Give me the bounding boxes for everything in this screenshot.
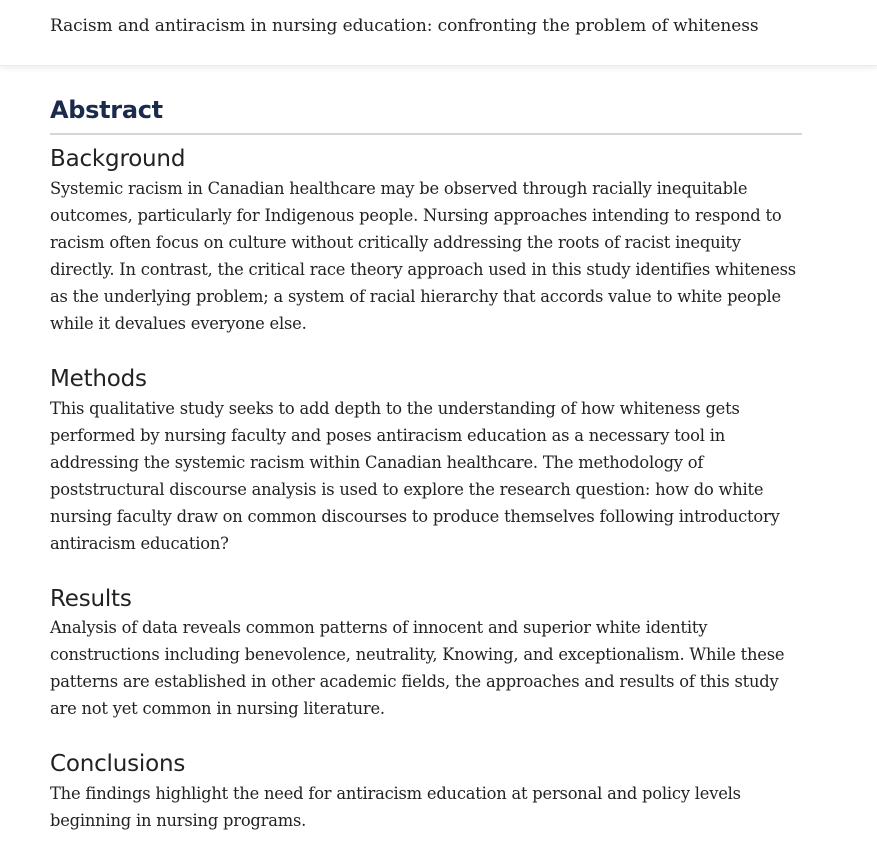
abstract-section-background [50,145,802,337]
section-text-background: Systemic racism in Canadian healthcare may be observed through racially inequitable outcomes, particularly for Indigenous people. Nursing approaches intending to respond to racism often focus on culture without critically addressing the roots of racist inequity directly. In contrast, the critical race theory approach used in this study identifies whiteness as the underlying problem; a system of racial hierarchy that accords value to white people while it devalues everyone else. [50,178,796,333]
section-heading-methods: Methods [50,365,147,392]
abstract-section-conclusions [50,750,802,834]
section-heading-results: Results [50,585,132,612]
abstract-container [50,96,802,834]
section-text-methods: This qualitative study seeks to add depth to the understanding of how whiteness gets performed by nursing faculty and poses antiracism education as a necessary tool in addressing the systemic racism within Canadian healthcare. The methodology of poststructural discourse analysis is used to explore the research question: how do white nursing faculty draw on common discourses to produce themselves following introductory antiracism education? [50,398,780,553]
section-heading-background: Background [50,145,186,172]
abstract-heading: Abstract [50,96,802,135]
section-text-results: Analysis of data reveals common patterns of innocent and superior white identity constructions including benevolence, neutrality, Knowing, and exceptionalism. While these patterns are established in other academic fields, the approaches and results of this study are not yet common in nursing literature. [50,618,785,719]
section-heading-conclusions: Conclusions [50,751,186,778]
article-header-bar [0,0,877,66]
abstract-section-results [50,585,802,723]
section-text-conclusions: The findings highlight the need for antiracism education at personal and policy levels beginning in nursing programs. [50,784,741,831]
article-title: Racism and antiracism in nursing education: confronting the problem of whiteness [50,16,759,36]
abstract-section-methods [50,365,802,557]
